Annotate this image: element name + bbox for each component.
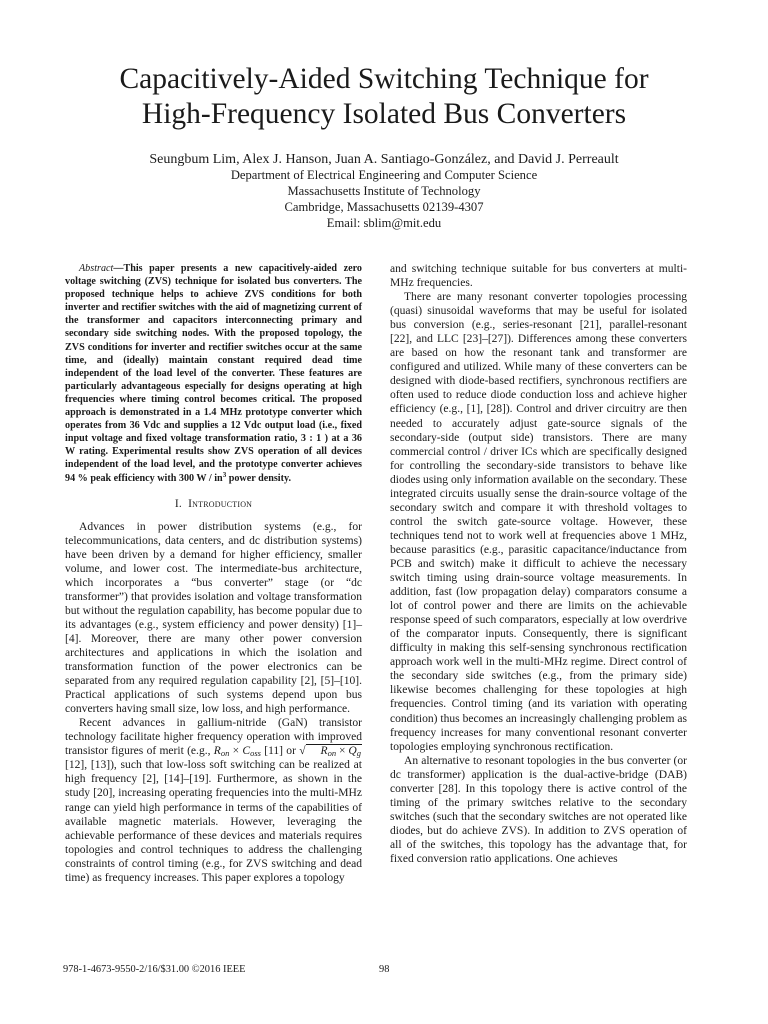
page-number: 98 xyxy=(379,964,390,975)
math-r: R xyxy=(320,745,328,758)
section-title: Introduction xyxy=(188,497,253,510)
author-list: Seungbum Lim, Alex J. Hanson, Juan A. Santiago-González, and David J. Perreault xyxy=(149,152,619,167)
intro-paragraph-3: There are many resonant converter topologies processing (quasi) sinusoidal waveforms that may be useful for isolated bus conversion (e.g., series-resonant [21], parallel-resonant [22], and LLC [23]–[27]). Differences among these converters are based on how the resonant tank and transformer are configured and utilized. While many of these converters can be designed with diode-based rectifiers, synchronous rectifiers are often used to reduce diode conduction loss and achieve higher efficiency (e.g., [1], [28]). Control and driver circuitry are then needed to accurately adjust gate-source signals of the secondary-side (output side) transistors. There are many commercial control / driver ICs which are specifically designed for controlling the secondary-side transistors to behave like diodes using only information available on the secondary. These integrated circuits usually sense the drain-source voltage of the secondary switch and compare it with threshold voltages to control the switch gate-source voltage. However, these techniques tend not to work well at frequencies above 1 MHz, because parasitics (e.g., parasitic capacitance/inductance from PCB and switch) make it difficult to achieve the necessary switch timing using drain-source voltage measurements. In addition, fast (low propagation delay) comparators consume a lot of control power and there are limits on the achievable response speed of such comparators, especially at low overdrive of the comparator inputs. Consequently, there is significant difficulty in making this self-sensing synchronous rectification approach work well in the multi-MHz regime. Direct control of the secondary side switches (e.g., from the primary side) likewise becomes challenging for these topologies at high frequencies. Control timing (and its variation with operating condition) thus becomes an increasingly challenging problem as frequency increases for many conventional resonant converter topologies employing synchronous rectification. xyxy=(390,291,687,753)
math-sub-g: g xyxy=(356,748,361,759)
abstract-text: This paper presents a new capacitively-aided zero voltage switching (ZVS) technique for isolated bus converters. The proposed technique helps to achieve ZVS conditions for both inverter and rectifier switches with the aid of magnetizing current of the transformer and capacitors interconnecting primary and secondary side switching nodes. With the proposed topology, the ZVS conditions for inverter and rectifier switches occur at the same time, and (ideally) maintain constant required dead time independent of the load level of the converter. These features are particularly advantageous especially for designs operating at high frequencies where timing control becomes critical. The proposed approach is demonstrated in a 1.4 MHz prototype converter which operates from 36 Vdc and supplies a 12 Vdc output load (i.e., fixed input voltage and fixed voltage transformation ratio, 3 : 1 ) at a 36 W rating. Experimental results show ZVS operation of all devices independent of the load level, and the prototype converter achieves 94 % peak efficiency with 300 W / in xyxy=(65,263,362,484)
section-numeral: I. xyxy=(174,497,182,510)
math-sub-on: on xyxy=(220,748,230,759)
intro-paragraph-1: Advances in power distribution systems (e.g., for telecommunications, data centers, and dc distribution systems) have been driven by a demand for higher efficiency, smaller volume, and lower cost. The intermediate-bus architecture, which incorporates a “bus converter” stage (or “dc transformer”) that provides isolation and voltage transformation but without the regulation capability, has become popular due to its advantages (e.g., system efficiency and power density) [1]–[4]. Moreover, there are many other power conversion architectures and applications in which the isolation and transformation function of the power electronics can be separated from any required regulation capability [2], [5]–[10]. Practical applications of such systems depend upon bus converters having small size, low loss, and high performance. xyxy=(65,520,362,716)
department: Department of Electrical Engineering and Computer Science xyxy=(230,168,538,182)
affiliation-block xyxy=(60,168,708,232)
paper-title xyxy=(60,62,708,132)
title-line-1: Capacitively-Aided Switching Technique for xyxy=(119,63,649,95)
left-column xyxy=(65,262,362,885)
sqrt-sign: √ xyxy=(299,745,306,758)
right-column xyxy=(390,262,687,866)
intro-paragraph-4: An alternative to resonant topologies in the bus converter (or dc transformer) application is the dual-active-bridge (DAB) converter [28]. In this topology there is active control of the timing of the primary switches relative to the secondary switches (such that the secondary switches are not operated like diodes, but do achieve ZVS). In addition to ZVS operation of all of the switches, this topology has the advantage that, for fixed conversion ratio applications. One achieves xyxy=(390,754,687,865)
institute: Massachusetts Institute of Technology xyxy=(287,183,481,198)
math-sub-on: on xyxy=(327,748,337,759)
title-line-2: High-Frequency Isolated Bus Converters xyxy=(141,98,627,130)
abstract-text-end: power density. xyxy=(226,472,291,484)
intro-paragraph-continued: and switching technique suitable for bus converters at multi-MHz frequencies. xyxy=(390,263,687,290)
figure-of-merit-2 xyxy=(299,745,362,757)
abstract-lead: Abstract xyxy=(79,263,114,274)
sqrt-radicand xyxy=(306,744,362,757)
abstract-superscript: 3 xyxy=(222,470,227,479)
math-times: × xyxy=(229,745,243,758)
math-times: × xyxy=(336,745,349,758)
math-c: C xyxy=(242,745,251,758)
email: Email: sblim@mit.edu xyxy=(326,215,442,230)
math-r: R xyxy=(213,745,221,758)
copyright-isbn: 978-1-4673-9550-2/16/$31.00 ©2016 IEEE xyxy=(63,964,246,975)
intro-paragraph-2-text-a: Recent advances in gallium-nitride (GaN) transistor technology facilitate higher frequency operation with improved transistor figures of merit (e.g., xyxy=(65,717,362,758)
intro-paragraph-2-text-b: [11] or xyxy=(260,745,300,758)
figure-of-merit-1 xyxy=(214,745,261,757)
abstract-dash: — xyxy=(113,263,124,274)
math-q: Q xyxy=(348,745,357,758)
section-heading-introduction xyxy=(65,497,362,511)
intro-paragraph-2 xyxy=(65,716,362,885)
abstract xyxy=(65,262,362,485)
address: Cambridge, Massachusetts 02139-4307 xyxy=(284,199,484,214)
intro-paragraph-2-text-c: [12], [13]), such that low-loss soft switching can be realized at high frequency [2], [14]–[19]. Furthermore, as shown in the study [20], increasing operating frequencies into the multi-MHz range can yield high performance in terms of the capabilities of available magnetic materials. However, leveraging the achievable performance of these devices and materials requires topologies and control techniques to address the challenging constraints of control timing (e.g., for ZVS switching and dead time) as frequency increases. This paper explores a topology xyxy=(65,759,362,884)
math-sub-oss: oss xyxy=(250,748,261,759)
